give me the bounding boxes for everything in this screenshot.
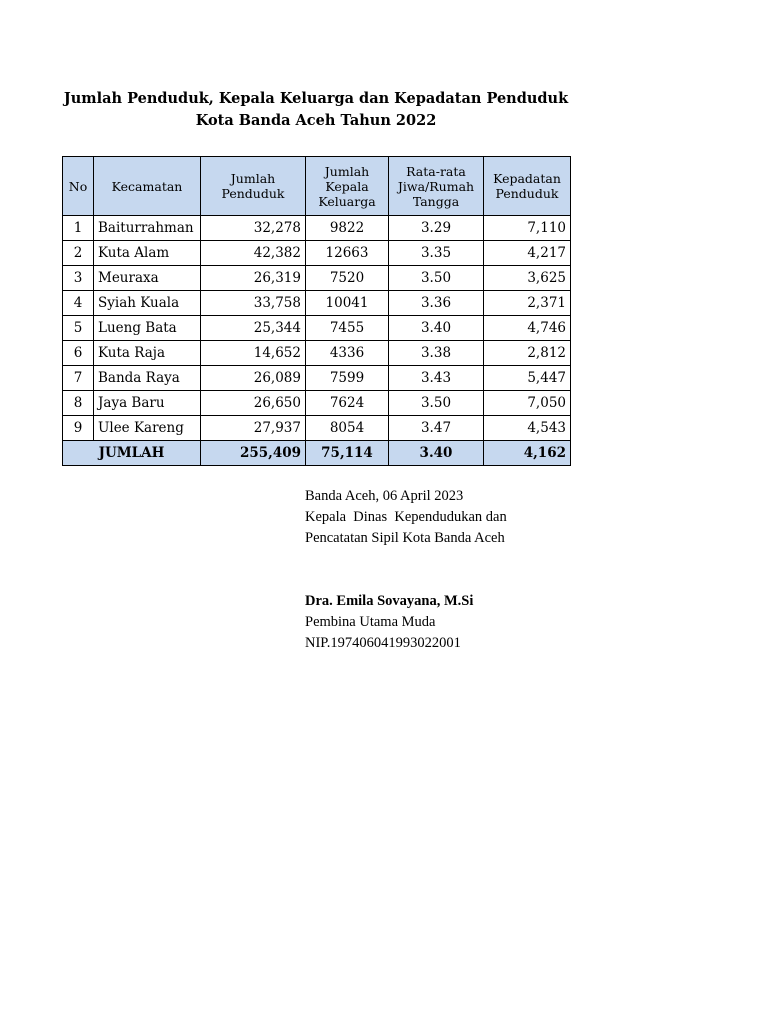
signatory-rank: Pembina Utama Muda (305, 614, 436, 630)
signature-office-line-1: Kepala Dinas Kependudukan dan (305, 509, 507, 525)
header-kecamatan: Kecamatan (94, 157, 201, 216)
table-row (63, 366, 571, 391)
cell-kepadatan: 4,746 (484, 316, 571, 341)
cell-penduduk: 32,278 (201, 216, 306, 241)
cell-rata-rata: 3.35 (389, 241, 484, 266)
header-kepala-keluarga: Jumlah Kepala Keluarga (306, 157, 389, 216)
cell-penduduk: 26,319 (201, 266, 306, 291)
cell-kepala-keluarga: 8054 (306, 416, 389, 441)
cell-kepala-keluarga: 7455 (306, 316, 389, 341)
table-row (63, 241, 571, 266)
cell-kepadatan: 5,447 (484, 366, 571, 391)
signatory-nip: NIP.197406041993022001 (305, 635, 461, 651)
cell-kecamatan: Ulee Kareng (94, 416, 201, 441)
table-row (63, 416, 571, 441)
cell-no: 4 (63, 291, 94, 316)
table-row (63, 341, 571, 366)
cell-kecamatan: Syiah Kuala (94, 291, 201, 316)
cell-no: 2 (63, 241, 94, 266)
cell-penduduk: 33,758 (201, 291, 306, 316)
cell-rata-rata: 3.29 (389, 216, 484, 241)
cell-kecamatan: Jaya Baru (94, 391, 201, 416)
cell-kepadatan: 7,050 (484, 391, 571, 416)
cell-kepala-keluarga: 9822 (306, 216, 389, 241)
cell-kepala-keluarga: 10041 (306, 291, 389, 316)
cell-penduduk: 25,344 (201, 316, 306, 341)
cell-kecamatan: Kuta Alam (94, 241, 201, 266)
cell-kepala-keluarga: 12663 (306, 241, 389, 266)
cell-kepala-keluarga: 7624 (306, 391, 389, 416)
cell-kepadatan: 4,543 (484, 416, 571, 441)
table-row (63, 391, 571, 416)
cell-no: 7 (63, 366, 94, 391)
total-row (63, 441, 571, 466)
cell-rata-rata: 3.50 (389, 391, 484, 416)
cell-kepadatan: 3,625 (484, 266, 571, 291)
total-penduduk: 255,409 (201, 441, 306, 466)
cell-kepadatan: 2,812 (484, 341, 571, 366)
cell-no: 8 (63, 391, 94, 416)
cell-kepala-keluarga: 7520 (306, 266, 389, 291)
header-kepadatan: Kepadatan Penduduk (484, 157, 571, 216)
cell-rata-rata: 3.38 (389, 341, 484, 366)
table-row (63, 316, 571, 341)
cell-rata-rata: 3.50 (389, 266, 484, 291)
table-row (63, 291, 571, 316)
cell-no: 6 (63, 341, 94, 366)
cell-kecamatan: Kuta Raja (94, 341, 201, 366)
cell-rata-rata: 3.47 (389, 416, 484, 441)
header-jumlah-penduduk: Jumlah Penduduk (201, 157, 306, 216)
title-line-1: Jumlah Penduduk, Kepala Keluarga dan Kepadatan Penduduk (63, 90, 569, 107)
signature-office-line-2: Pencatatan Sipil Kota Banda Aceh (305, 530, 505, 546)
signatory-name: Dra. Emila Sovayana, M.Si (305, 593, 474, 609)
total-rata: 3.40 (389, 441, 484, 466)
cell-no: 9 (63, 416, 94, 441)
cell-no: 5 (63, 316, 94, 341)
cell-kepadatan: 2,371 (484, 291, 571, 316)
cell-kepala-keluarga: 4336 (306, 341, 389, 366)
cell-kepala-keluarga: 7599 (306, 366, 389, 391)
cell-kecamatan: Banda Raya (94, 366, 201, 391)
cell-penduduk: 26,089 (201, 366, 306, 391)
cell-kecamatan: Meuraxa (94, 266, 201, 291)
table-body (63, 216, 571, 466)
signature-place-date: Banda Aceh, 06 April 2023 (305, 488, 464, 504)
cell-rata-rata: 3.36 (389, 291, 484, 316)
total-kk: 75,114 (306, 441, 389, 466)
cell-no: 1 (63, 216, 94, 241)
cell-rata-rata: 3.43 (389, 366, 484, 391)
table-header-row (63, 157, 571, 216)
signature-block (305, 486, 507, 654)
cell-penduduk: 14,652 (201, 341, 306, 366)
header-rata-rata: Rata-rata Jiwa/Rumah Tangga (389, 157, 484, 216)
cell-penduduk: 42,382 (201, 241, 306, 266)
cell-kecamatan: Baiturrahman (94, 216, 201, 241)
cell-penduduk: 26,650 (201, 391, 306, 416)
total-kepadatan: 4,162 (484, 441, 571, 466)
cell-kecamatan: Lueng Bata (94, 316, 201, 341)
document-title (0, 88, 632, 132)
cell-penduduk: 27,937 (201, 416, 306, 441)
title-line-2: Kota Banda Aceh Tahun 2022 (195, 112, 437, 129)
cell-kepadatan: 4,217 (484, 241, 571, 266)
population-table (62, 156, 571, 466)
cell-rata-rata: 3.40 (389, 316, 484, 341)
cell-no: 3 (63, 266, 94, 291)
total-label: JUMLAH (63, 441, 201, 466)
table-row (63, 266, 571, 291)
cell-kepadatan: 7,110 (484, 216, 571, 241)
table-row (63, 216, 571, 241)
header-no: No (63, 157, 94, 216)
